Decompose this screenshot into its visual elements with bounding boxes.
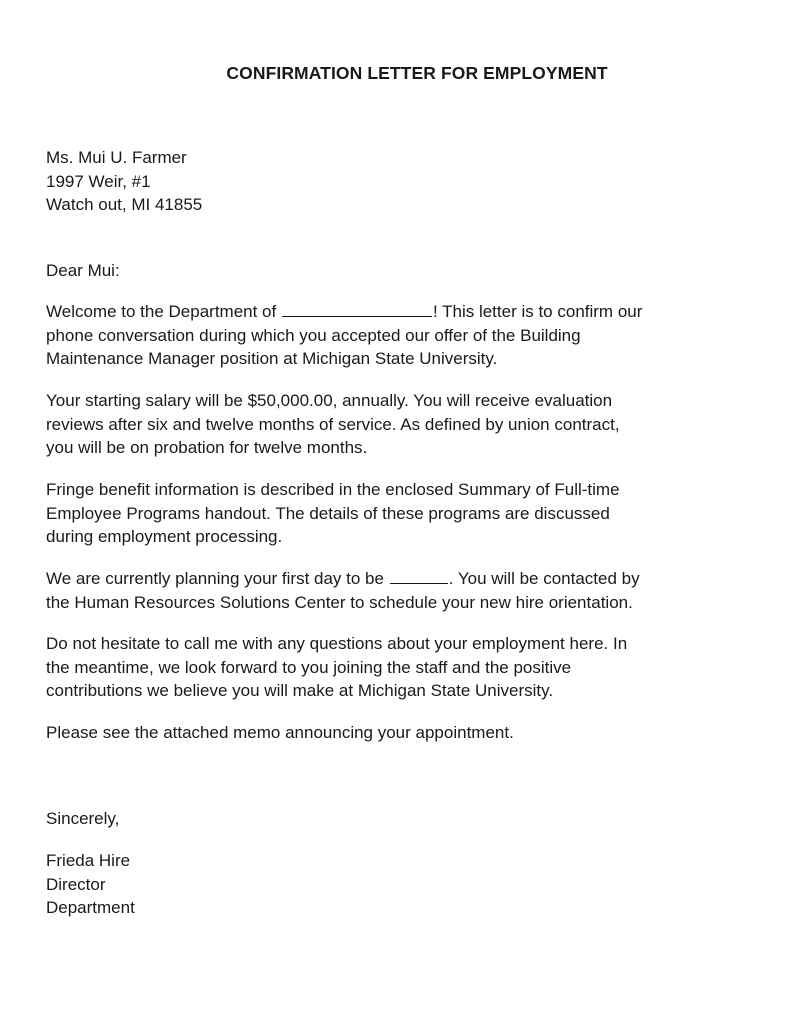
signature-block (46, 849, 776, 920)
salutation: Dear Mui: (46, 261, 120, 280)
recipient-street: 1997 Weir, #1 (46, 171, 151, 191)
letter-title: CONFIRMATION LETTER FOR EMPLOYMENT (226, 63, 608, 83)
paragraph-salary (46, 389, 776, 460)
welcome-text-before-blank: Welcome to the Department of (46, 302, 281, 321)
recipient-address (46, 146, 776, 217)
welcome-text-after-blank: ! This letter is to confirm our (432, 302, 643, 321)
department-blank (282, 300, 432, 317)
salary-line-1: Your starting salary will be $50,000.00, annually. You will receive evaluation (46, 391, 613, 410)
benefits-line-2: Employee Programs handout. The details of these programs are discussed (46, 503, 610, 523)
welcome-line-3: Maintenance Manager position at Michigan State University. (46, 349, 498, 368)
paragraph-start-date (46, 567, 776, 614)
salary-line-3: you will be on probation for twelve months. (46, 438, 368, 457)
benefits-line-3: during employment processing. (46, 527, 283, 546)
start-date-text-before-blank: We are currently planning your first day to be (46, 569, 389, 588)
start-date-blank (390, 567, 448, 584)
questions-line-2: the meantime, we look forward to you joining the staff and the positive (46, 657, 572, 677)
signer-title: Director (46, 874, 106, 894)
questions-line-3: contributions we believe you will make at Michigan State University. (46, 681, 554, 700)
paragraph-memo: Please see the attached memo announcing your appointment. (46, 723, 514, 742)
recipient-city: Watch out, MI 41855 (46, 195, 203, 214)
closing: Sincerely, (46, 809, 120, 828)
signer-department: Department (46, 898, 135, 917)
recipient-name: Ms. Mui U. Farmer (46, 148, 187, 167)
welcome-line-2: phone conversation during which you accepted our offer of the Building (46, 325, 581, 345)
start-date-line-2: the Human Resources Solutions Center to schedule your new hire orientation. (46, 592, 633, 612)
signer-name: Frieda Hire (46, 851, 131, 870)
paragraph-questions (46, 632, 776, 703)
paragraph-welcome (46, 300, 776, 371)
benefits-line-1: Fringe benefit information is described in the enclosed Summary of Full-time (46, 480, 620, 499)
paragraph-benefits (46, 478, 776, 549)
start-date-text-after-blank: . You will be contacted by (448, 569, 640, 588)
questions-line-1: Do not hesitate to call me with any questions about your employment here. In (46, 634, 628, 653)
salary-line-2: reviews after six and twelve months of service. As defined by union contract, (46, 414, 620, 434)
